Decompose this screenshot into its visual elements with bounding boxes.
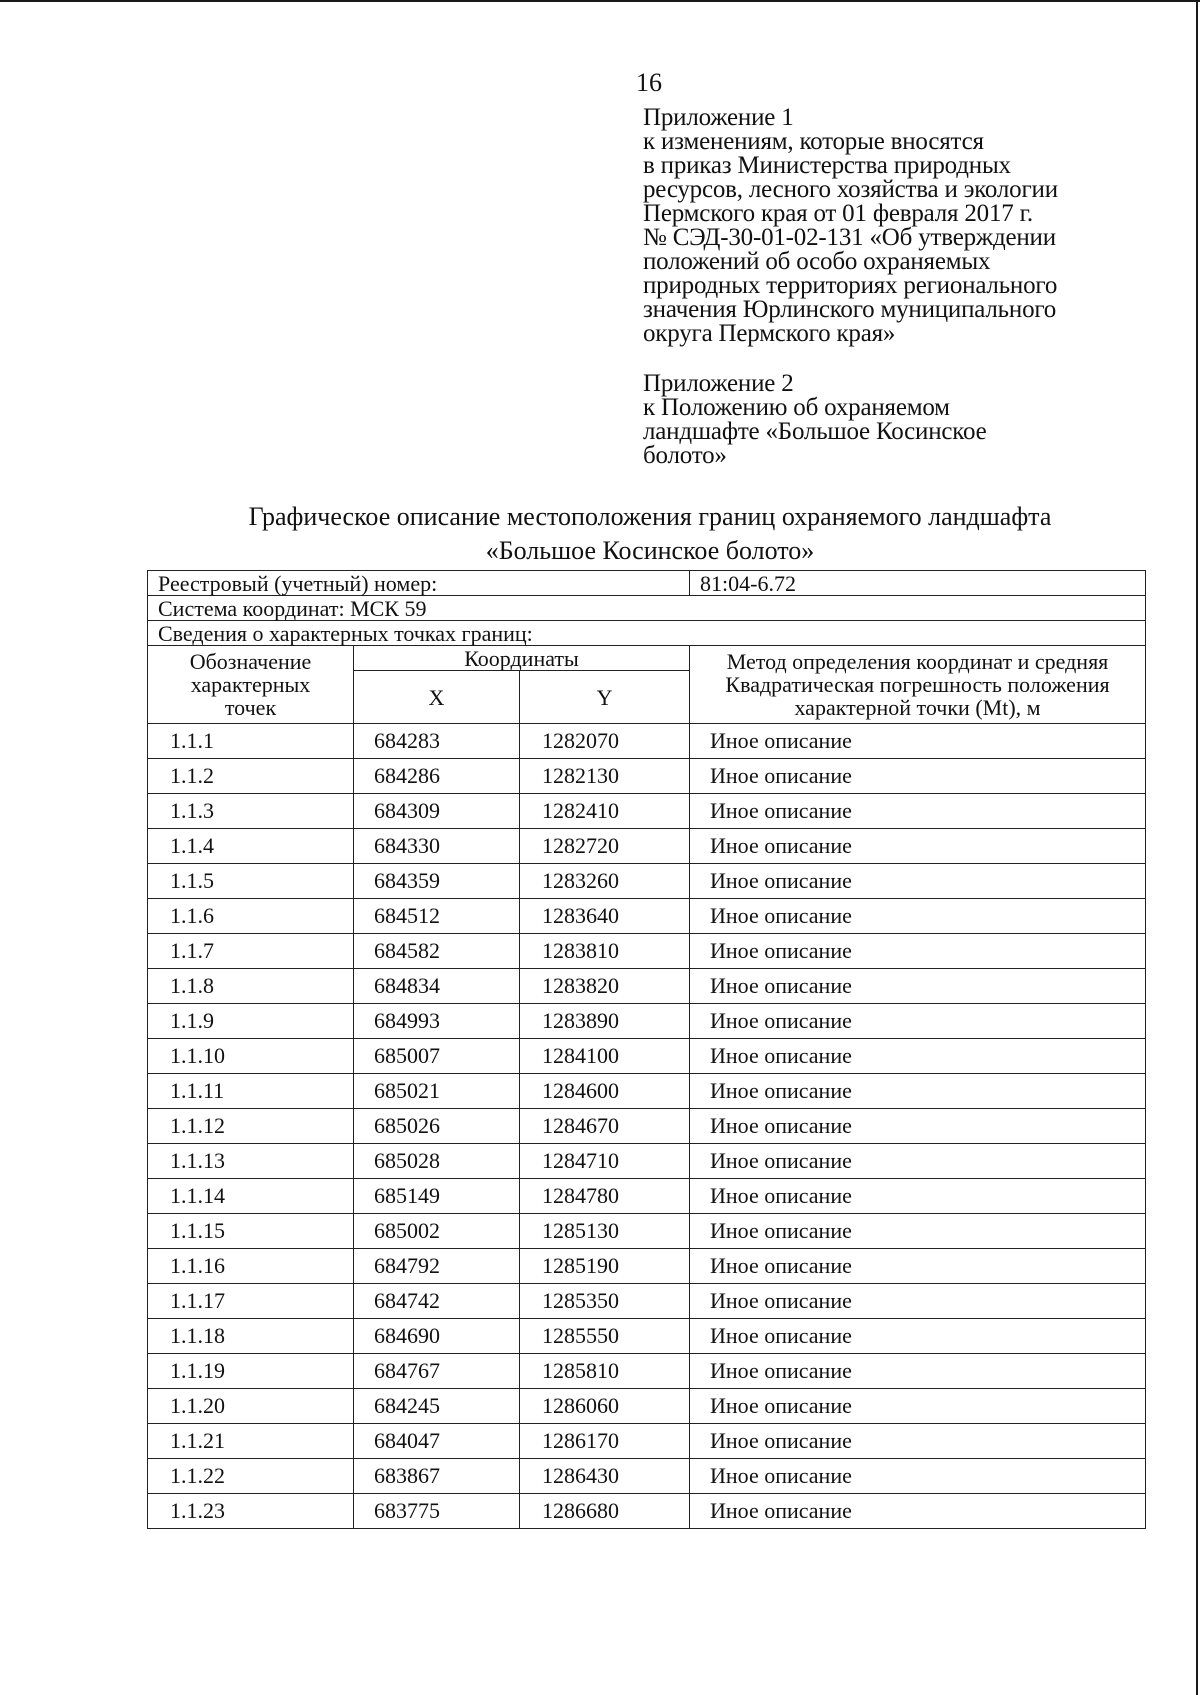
y-cell: 1283640 bbox=[520, 899, 690, 934]
y-cell: 1285190 bbox=[520, 1249, 690, 1284]
x-cell: 684330 bbox=[354, 829, 520, 864]
registry-label: Реестровый (учетный) номер: bbox=[148, 571, 690, 596]
appendix-1-line: в приказ Министерства природных bbox=[643, 152, 1011, 179]
y-cell: 1282410 bbox=[520, 794, 690, 829]
method-cell: Иное описание bbox=[690, 1109, 1146, 1144]
x-cell: 684359 bbox=[354, 864, 520, 899]
method-cell: Иное описание bbox=[690, 1004, 1146, 1039]
appendix-1-line: значения Юрлинского муниципального bbox=[643, 296, 1057, 323]
x-cell: 684993 bbox=[354, 1004, 520, 1039]
col-y-header: Y bbox=[520, 671, 690, 724]
y-cell: 1285810 bbox=[520, 1354, 690, 1389]
appendix-1-line: ресурсов, лесного хозяйства и экологии bbox=[643, 176, 1058, 203]
appendix-2-line: Приложение 2 bbox=[643, 370, 794, 397]
point-cell: 1.1.13 bbox=[148, 1144, 354, 1179]
y-cell: 1283820 bbox=[520, 969, 690, 1004]
method-cell: Иное описание bbox=[690, 1319, 1146, 1354]
table-row bbox=[148, 969, 1146, 1004]
table-row bbox=[148, 864, 1146, 899]
table-row bbox=[148, 1284, 1146, 1319]
y-cell: 1286060 bbox=[520, 1389, 690, 1424]
x-cell: 684582 bbox=[354, 934, 520, 969]
x-cell: 685021 bbox=[354, 1074, 520, 1109]
col-point-header bbox=[148, 646, 354, 724]
col-method-header-line: Метод определения координат и средняя bbox=[726, 649, 1109, 674]
x-cell: 684286 bbox=[354, 759, 520, 794]
point-cell: 1.1.20 bbox=[148, 1389, 354, 1424]
page-right-edge bbox=[1196, 0, 1198, 1695]
points-info: Сведения о характерных точках границ: bbox=[148, 621, 1146, 646]
table-row bbox=[148, 759, 1146, 794]
col-method-header bbox=[690, 646, 1146, 724]
method-cell: Иное описание bbox=[690, 934, 1146, 969]
document-title-line-2: «Большое Косинское болото» bbox=[485, 536, 815, 565]
y-cell: 1283890 bbox=[520, 1004, 690, 1039]
y-cell: 1282130 bbox=[520, 759, 690, 794]
method-cell: Иное описание bbox=[690, 1389, 1146, 1424]
document-title bbox=[150, 500, 1150, 568]
y-cell: 1286430 bbox=[520, 1459, 690, 1494]
x-cell: 683867 bbox=[354, 1459, 520, 1494]
table-row bbox=[148, 1109, 1146, 1144]
point-cell: 1.1.14 bbox=[148, 1179, 354, 1214]
appendix-1-line: округа Пермского края» bbox=[643, 320, 896, 347]
point-cell: 1.1.9 bbox=[148, 1004, 354, 1039]
point-cell: 1.1.1 bbox=[148, 724, 354, 759]
point-cell: 1.1.4 bbox=[148, 829, 354, 864]
y-cell: 1283810 bbox=[520, 934, 690, 969]
appendix-1-line: природных территориях регионального bbox=[643, 272, 1058, 299]
point-cell: 1.1.19 bbox=[148, 1354, 354, 1389]
registry-row bbox=[148, 571, 1146, 596]
method-cell: Иное описание bbox=[690, 1214, 1146, 1249]
table-row bbox=[148, 1494, 1146, 1529]
y-cell: 1285130 bbox=[520, 1214, 690, 1249]
y-cell: 1285550 bbox=[520, 1319, 690, 1354]
x-cell: 685028 bbox=[354, 1144, 520, 1179]
y-cell: 1284710 bbox=[520, 1144, 690, 1179]
appendix-1-block bbox=[643, 106, 1183, 346]
method-cell: Иное описание bbox=[690, 794, 1146, 829]
point-cell: 1.1.11 bbox=[148, 1074, 354, 1109]
table-row bbox=[148, 724, 1146, 759]
method-cell: Иное описание bbox=[690, 1144, 1146, 1179]
table-row bbox=[148, 934, 1146, 969]
column-header-row-1 bbox=[148, 646, 1146, 671]
table-row bbox=[148, 1459, 1146, 1494]
registry-value: 81:04-6.72 bbox=[690, 571, 1146, 596]
point-cell: 1.1.17 bbox=[148, 1284, 354, 1319]
method-cell: Иное описание bbox=[690, 1284, 1146, 1319]
point-cell: 1.1.8 bbox=[148, 969, 354, 1004]
coord-system-row bbox=[148, 596, 1146, 621]
method-cell: Иное описание bbox=[690, 1424, 1146, 1459]
point-cell: 1.1.7 bbox=[148, 934, 354, 969]
y-cell: 1286680 bbox=[520, 1494, 690, 1529]
point-cell: 1.1.23 bbox=[148, 1494, 354, 1529]
table-row bbox=[148, 794, 1146, 829]
y-cell: 1283260 bbox=[520, 864, 690, 899]
x-cell: 684047 bbox=[354, 1424, 520, 1459]
y-cell: 1284670 bbox=[520, 1109, 690, 1144]
table-row bbox=[148, 1249, 1146, 1284]
table-row bbox=[148, 1424, 1146, 1459]
points-info-row bbox=[148, 621, 1146, 646]
point-cell: 1.1.16 bbox=[148, 1249, 354, 1284]
point-cell: 1.1.5 bbox=[148, 864, 354, 899]
table-row bbox=[148, 1389, 1146, 1424]
y-cell: 1284100 bbox=[520, 1039, 690, 1074]
x-cell: 684767 bbox=[354, 1354, 520, 1389]
appendix-1-line: № СЭД-30-01-02-131 «Об утверждении bbox=[643, 224, 1056, 251]
point-cell: 1.1.15 bbox=[148, 1214, 354, 1249]
y-cell: 1285350 bbox=[520, 1284, 690, 1319]
point-cell: 1.1.10 bbox=[148, 1039, 354, 1074]
point-cell: 1.1.21 bbox=[148, 1424, 354, 1459]
method-cell: Иное описание bbox=[690, 1354, 1146, 1389]
method-cell: Иное описание bbox=[690, 864, 1146, 899]
method-cell: Иное описание bbox=[690, 1074, 1146, 1109]
x-cell: 684834 bbox=[354, 969, 520, 1004]
method-cell: Иное описание bbox=[690, 759, 1146, 794]
appendix-2-block bbox=[643, 372, 1183, 468]
point-cell: 1.1.3 bbox=[148, 794, 354, 829]
point-cell: 1.1.22 bbox=[148, 1459, 354, 1494]
method-cell: Иное описание bbox=[690, 829, 1146, 864]
method-cell: Иное описание bbox=[690, 1459, 1146, 1494]
coord-system: Система координат: МСК 59 bbox=[148, 596, 1146, 621]
point-cell: 1.1.2 bbox=[148, 759, 354, 794]
col-x-header: X bbox=[354, 671, 520, 724]
appendix-1-line: Приложение 1 bbox=[643, 104, 794, 131]
table-row bbox=[148, 1004, 1146, 1039]
method-cell: Иное описание bbox=[690, 1179, 1146, 1214]
method-cell: Иное описание bbox=[690, 899, 1146, 934]
page-number: 16 bbox=[636, 68, 662, 97]
table-row bbox=[148, 1039, 1146, 1074]
x-cell: 685026 bbox=[354, 1109, 520, 1144]
x-cell: 685007 bbox=[354, 1039, 520, 1074]
appendix-1-line: к изменениям, которые вносятся bbox=[643, 128, 984, 155]
col-point-header-line: характерных bbox=[190, 672, 311, 697]
table-row bbox=[148, 829, 1146, 864]
method-cell: Иное описание bbox=[690, 724, 1146, 759]
point-cell: 1.1.18 bbox=[148, 1319, 354, 1354]
appendix-1-line: Пермского края от 01 февраля 2017 г. bbox=[643, 200, 1033, 227]
boundary-coordinates-table bbox=[147, 570, 1146, 1529]
x-cell: 684690 bbox=[354, 1319, 520, 1354]
method-cell: Иное описание bbox=[690, 969, 1146, 1004]
x-cell: 683775 bbox=[354, 1494, 520, 1529]
y-cell: 1286170 bbox=[520, 1424, 690, 1459]
method-cell: Иное описание bbox=[690, 1494, 1146, 1529]
table-row bbox=[148, 1144, 1146, 1179]
x-cell: 684309 bbox=[354, 794, 520, 829]
x-cell: 685149 bbox=[354, 1179, 520, 1214]
y-cell: 1282070 bbox=[520, 724, 690, 759]
y-cell: 1284780 bbox=[520, 1179, 690, 1214]
y-cell: 1284600 bbox=[520, 1074, 690, 1109]
appendix-2-line: ландшафте «Большое Косинское bbox=[643, 418, 987, 445]
table-row bbox=[148, 1319, 1146, 1354]
appendix-1-line: положений об особо охраняемых bbox=[643, 248, 991, 275]
table-row bbox=[148, 899, 1146, 934]
x-cell: 684792 bbox=[354, 1249, 520, 1284]
x-cell: 684283 bbox=[354, 724, 520, 759]
col-method-header-line: Квадратическая погрешность положения bbox=[725, 672, 1110, 697]
document-title-line-1: Графическое описание местоположения границ охраняемого ландшафта bbox=[248, 502, 1052, 531]
table-row bbox=[148, 1074, 1146, 1109]
method-cell: Иное описание bbox=[690, 1039, 1146, 1074]
appendix-2-line: болото» bbox=[643, 442, 727, 469]
x-cell: 684245 bbox=[354, 1389, 520, 1424]
y-cell: 1282720 bbox=[520, 829, 690, 864]
x-cell: 684742 bbox=[354, 1284, 520, 1319]
point-cell: 1.1.6 bbox=[148, 899, 354, 934]
appendix-2-line: к Положению об охраняемом bbox=[643, 394, 950, 421]
col-coords-header: Координаты bbox=[354, 646, 690, 671]
col-method-header-line: характерной точки (Mt), м bbox=[794, 695, 1041, 720]
page-top-edge bbox=[0, 0, 1200, 2]
table-row bbox=[148, 1354, 1146, 1389]
col-point-header-line: точек bbox=[224, 695, 277, 720]
table-row bbox=[148, 1214, 1146, 1249]
method-cell: Иное описание bbox=[690, 1249, 1146, 1284]
col-point-header-line: Обозначение bbox=[189, 649, 312, 674]
table-row bbox=[148, 1179, 1146, 1214]
x-cell: 685002 bbox=[354, 1214, 520, 1249]
x-cell: 684512 bbox=[354, 899, 520, 934]
point-cell: 1.1.12 bbox=[148, 1109, 354, 1144]
